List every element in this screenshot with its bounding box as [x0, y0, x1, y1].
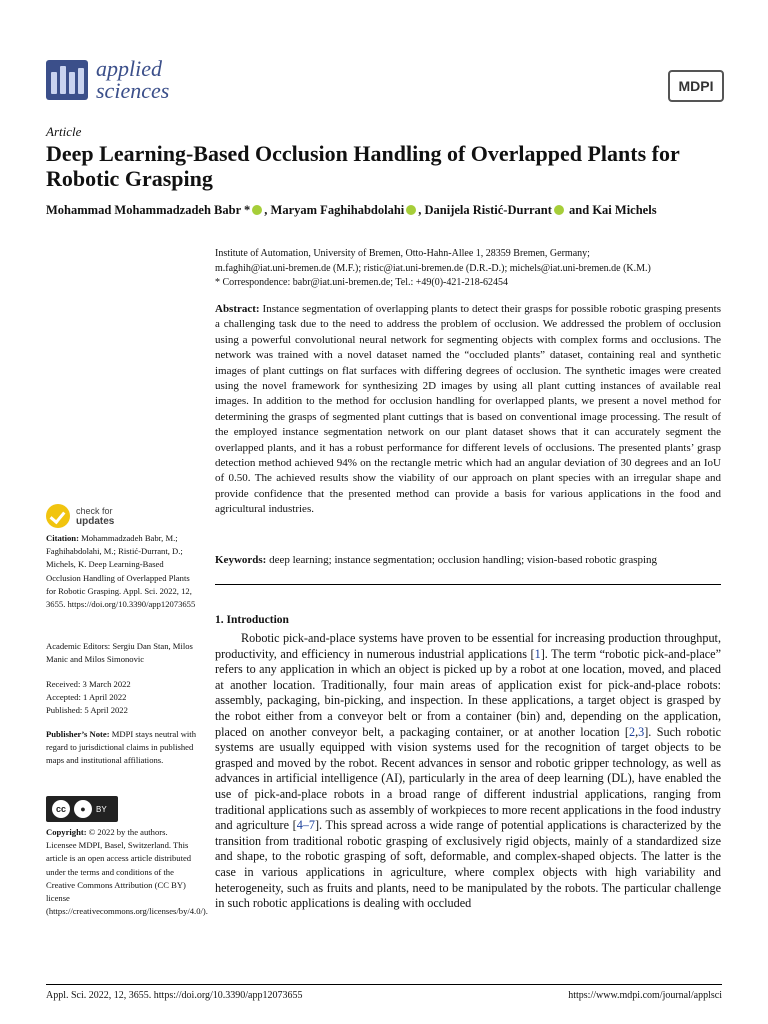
author-4[interactable]: and Kai Michels: [565, 203, 657, 217]
orcid-icon[interactable]: [252, 205, 262, 215]
check-updates-icon: [46, 504, 70, 528]
journal-logo-icon: [46, 60, 88, 100]
article-title: Deep Learning-Based Occlusion Handling of Overlapped Plants for Robotic Grasping: [46, 141, 680, 191]
accepted-date: Accepted: 1 April 2022: [46, 692, 127, 703]
affiliation-block: [215, 247, 725, 291]
author-list: [46, 203, 746, 218]
abstract-text: Instance segmentation of overlapping plants to detect their grasps for possible robotic grasping presents a challenging task due to the need to address the problem of occlusion. We addressed the problem of occlusion using a powerful convolutional neural network for segmenting objects with complex forms and occlusions. The network was trained with a novel dataset named the “occluded plants” dataset, containing real and synthetic images of plant cuttings on flat surfaces with differing degrees of occlusion. The synthetic images were created using the novel framework for synthesizing 2D images by using all plant cutting instances of available real images. In addition to the method for occlusion handling for overlapped plants, we present a novel method for determining the grasps of segmented plant cuttings that is based on conventional image processing. The result of the employed instance segmentation network on our plant dataset shows that it can accurately segment the overlapped plants, and it has a robust performance for different levels of occlusions. The presented plants’ grasp detection method achieved 94% on the rectangle metric which had an angular deviation of 30 degrees and an IoU of 0.50. The achieved results show the viability of our approach on plant species with an irregular shape and provide confidence that the presented method can provide a basis for various applications in the food and agricultural industries.: [215, 303, 722, 516]
published-date: Published: 5 April 2022: [46, 705, 128, 716]
journal-name-line1: applied: [96, 56, 162, 81]
author-1[interactable]: Mohammad Mohammadzadeh Babr *: [46, 203, 251, 217]
abstract: [215, 302, 721, 518]
citation-link[interactable]: 4–7: [296, 818, 315, 833]
article-type: Article: [46, 124, 82, 139]
author-2[interactable]: , Maryam Faghihabdolahi: [264, 203, 405, 217]
author-emails[interactable]: m.faghih@iat.uni-bremen.de (M.F.); ristic@iat.uni-bremen.de (D.R.-D.); michels@iat.uni-bremen.de (K.M.): [215, 262, 651, 274]
citation-link[interactable]: 2: [628, 724, 636, 739]
citation-block: Citation: Mohammadzadeh Babr, M.; Faghihabdolahi, M.; Ristić-Durrant, D.; Michels, K. Deep Learning-Based Occlusion Handling of Overlapped Plants for Robotic Grasping. Appl. Sci. 2022, 12, 3655. https://doi.org/10.3390/app12073655: [46, 533, 196, 610]
orcid-icon[interactable]: [554, 205, 564, 215]
journal-logo: [46, 58, 169, 102]
footer-citation[interactable]: Appl. Sci. 2022, 12, 3655. https://doi.org/10.3390/app12073655: [46, 990, 303, 1001]
person-icon: ●: [74, 800, 92, 818]
author-3[interactable]: , Danijela Ristić-Durrant: [418, 203, 552, 217]
orcid-icon[interactable]: [406, 205, 416, 215]
divider: [215, 584, 721, 585]
journal-name-line2: sciences: [96, 78, 170, 103]
received-date: Received: 3 March 2022: [46, 679, 131, 689]
cc-license-badge[interactable]: cc ● BY: [46, 796, 118, 822]
citation-link[interactable]: 3: [638, 724, 645, 739]
footer-divider: [46, 984, 722, 985]
abstract-label: Abstract:: [215, 303, 260, 315]
dates-block: [46, 678, 198, 718]
introduction-paragraph: Robotic pick-and-place systems have proven to be essential for increasing production throughput, productivity, and efficiency in numerous industrial applications [1]. The term “robotic pick-and-place” refers to any application in which an object is picked up by a robot at one location, moved, and placed at another location. Traditionally, four main areas of application exist for pick-and-place robots: assembly, packaging, bin-picking, and inspection. In these applications, a target object is grasped by the robot either from a conveyor belt or from a container (bin) and, depending on the application, placed on another conveyor belt, a packaging container, or at another location [2,3]. Such robotic systems are usually equipped with vision systems used for the recognition of target objects to be grasped and moved by the robot. Recent advances in sensor and robotic gripper technology, as well as advances in artificial intelligence (AI), particularly in the area of deep learning (DL), have enabled the use of pick-and-place robots in a broad range of different industrial applications, ranging from traditional applications such as assembly of workpieces to more recent applications in the food industry and agriculture [4–7]. This spread across a wide range of potential applications is characterized by the transition from traditional robotic grasping of exclusively rigid objects, mainly of a standardized size and shape, to the robotic grasping of soft, deformable, and complex-shaped objects. The latter is the case in various applications in agriculture, where complex objects with high variability and heterogeneity, such as fruits and plants, need to be manipulated by the robots. The particular challenge in such robotic applications is dealing with occluded: [215, 631, 721, 911]
cc-icon: cc: [52, 800, 70, 818]
keywords-text: deep learning; instance segmentation; occlusion handling; vision-based robotic grasping: [269, 554, 658, 566]
footer-journal-url[interactable]: https://www.mdpi.com/journal/applsci: [568, 990, 722, 1001]
publisher-note: Publisher’s Note: MDPI stays neutral with regard to jurisdictional claims in published maps and institutional affiliations.: [46, 729, 196, 766]
publisher-logo: MDPI: [668, 70, 724, 102]
citation-link[interactable]: 1: [534, 646, 541, 661]
keywords: [215, 554, 721, 566]
correspondence: * Correspondence: babr@iat.uni-bremen.de; Tel.: +49(0)-421-218-62454: [215, 277, 509, 288]
keywords-label: Keywords:: [215, 554, 267, 566]
academic-editors: Academic Editors: Sergiu Dan Stan, Milos Manic and Milos Simonovic: [46, 641, 193, 665]
section-heading: 1. Introduction: [215, 614, 289, 626]
check-for-updates[interactable]: check for updates: [46, 504, 114, 528]
affiliation: Institute of Automation, University of Bremen, Otto-Hahn-Allee 1, 28359 Bremen, Germany;: [215, 248, 590, 259]
copyright-block: Copyright: © 2022 by the authors. Licensee MDPI, Basel, Switzerland. This article is an open access article distributed under the terms and conditions of the Creative Commons Attribution (CC BY) license (https://creativecommons.org/licenses/by/4.0/).: [46, 827, 208, 917]
